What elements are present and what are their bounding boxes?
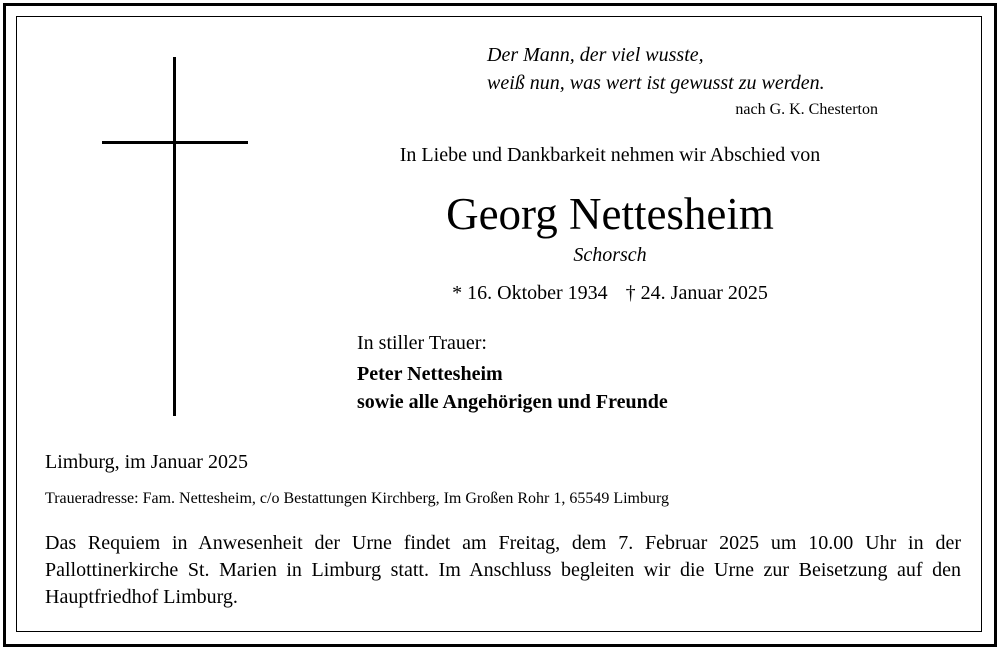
mourner-name: Peter Nettesheim — [357, 363, 503, 385]
quote-line-1: Der Mann, der viel wusste, — [487, 44, 704, 66]
place-date: Limburg, im Januar 2025 — [45, 451, 248, 473]
deceased-nickname: Schorsch — [573, 244, 647, 266]
mourners-heading: In stiller Trauer: — [357, 332, 487, 354]
service-notice: Das Requiem in Anwesenheit der Urne findet am Freitag, dem 7. Februar 2025 um 10.00 Uhr in der Pallottinerkirche St. Marien in Limburg statt. Im Anschluss begleiten wir die Urne zur Beisetzung auf den Hauptfriedhof Limburg. — [45, 532, 961, 608]
deceased-name: Georg Nettesheim — [446, 189, 774, 239]
birth-date: * 16. Oktober 1934 — [452, 282, 608, 304]
mourner-relatives: sowie alle Angehörigen und Freunde — [357, 391, 668, 413]
death-date: † 24. Januar 2025 — [625, 282, 768, 304]
quote-attribution: nach G. K. Chesterton — [735, 101, 878, 118]
quote-line-2: weiß nun, was wert ist gewusst zu werden. — [487, 72, 825, 94]
mourning-address: Traueradresse: Fam. Nettesheim, c/o Bestattungen Kirchberg, Im Großen Rohr 1, 65549 Limburg — [45, 490, 670, 507]
life-dates — [0, 282, 1000, 305]
farewell-intro: In Liebe und Dankbarkeit nehmen wir Abschied von — [399, 144, 821, 166]
